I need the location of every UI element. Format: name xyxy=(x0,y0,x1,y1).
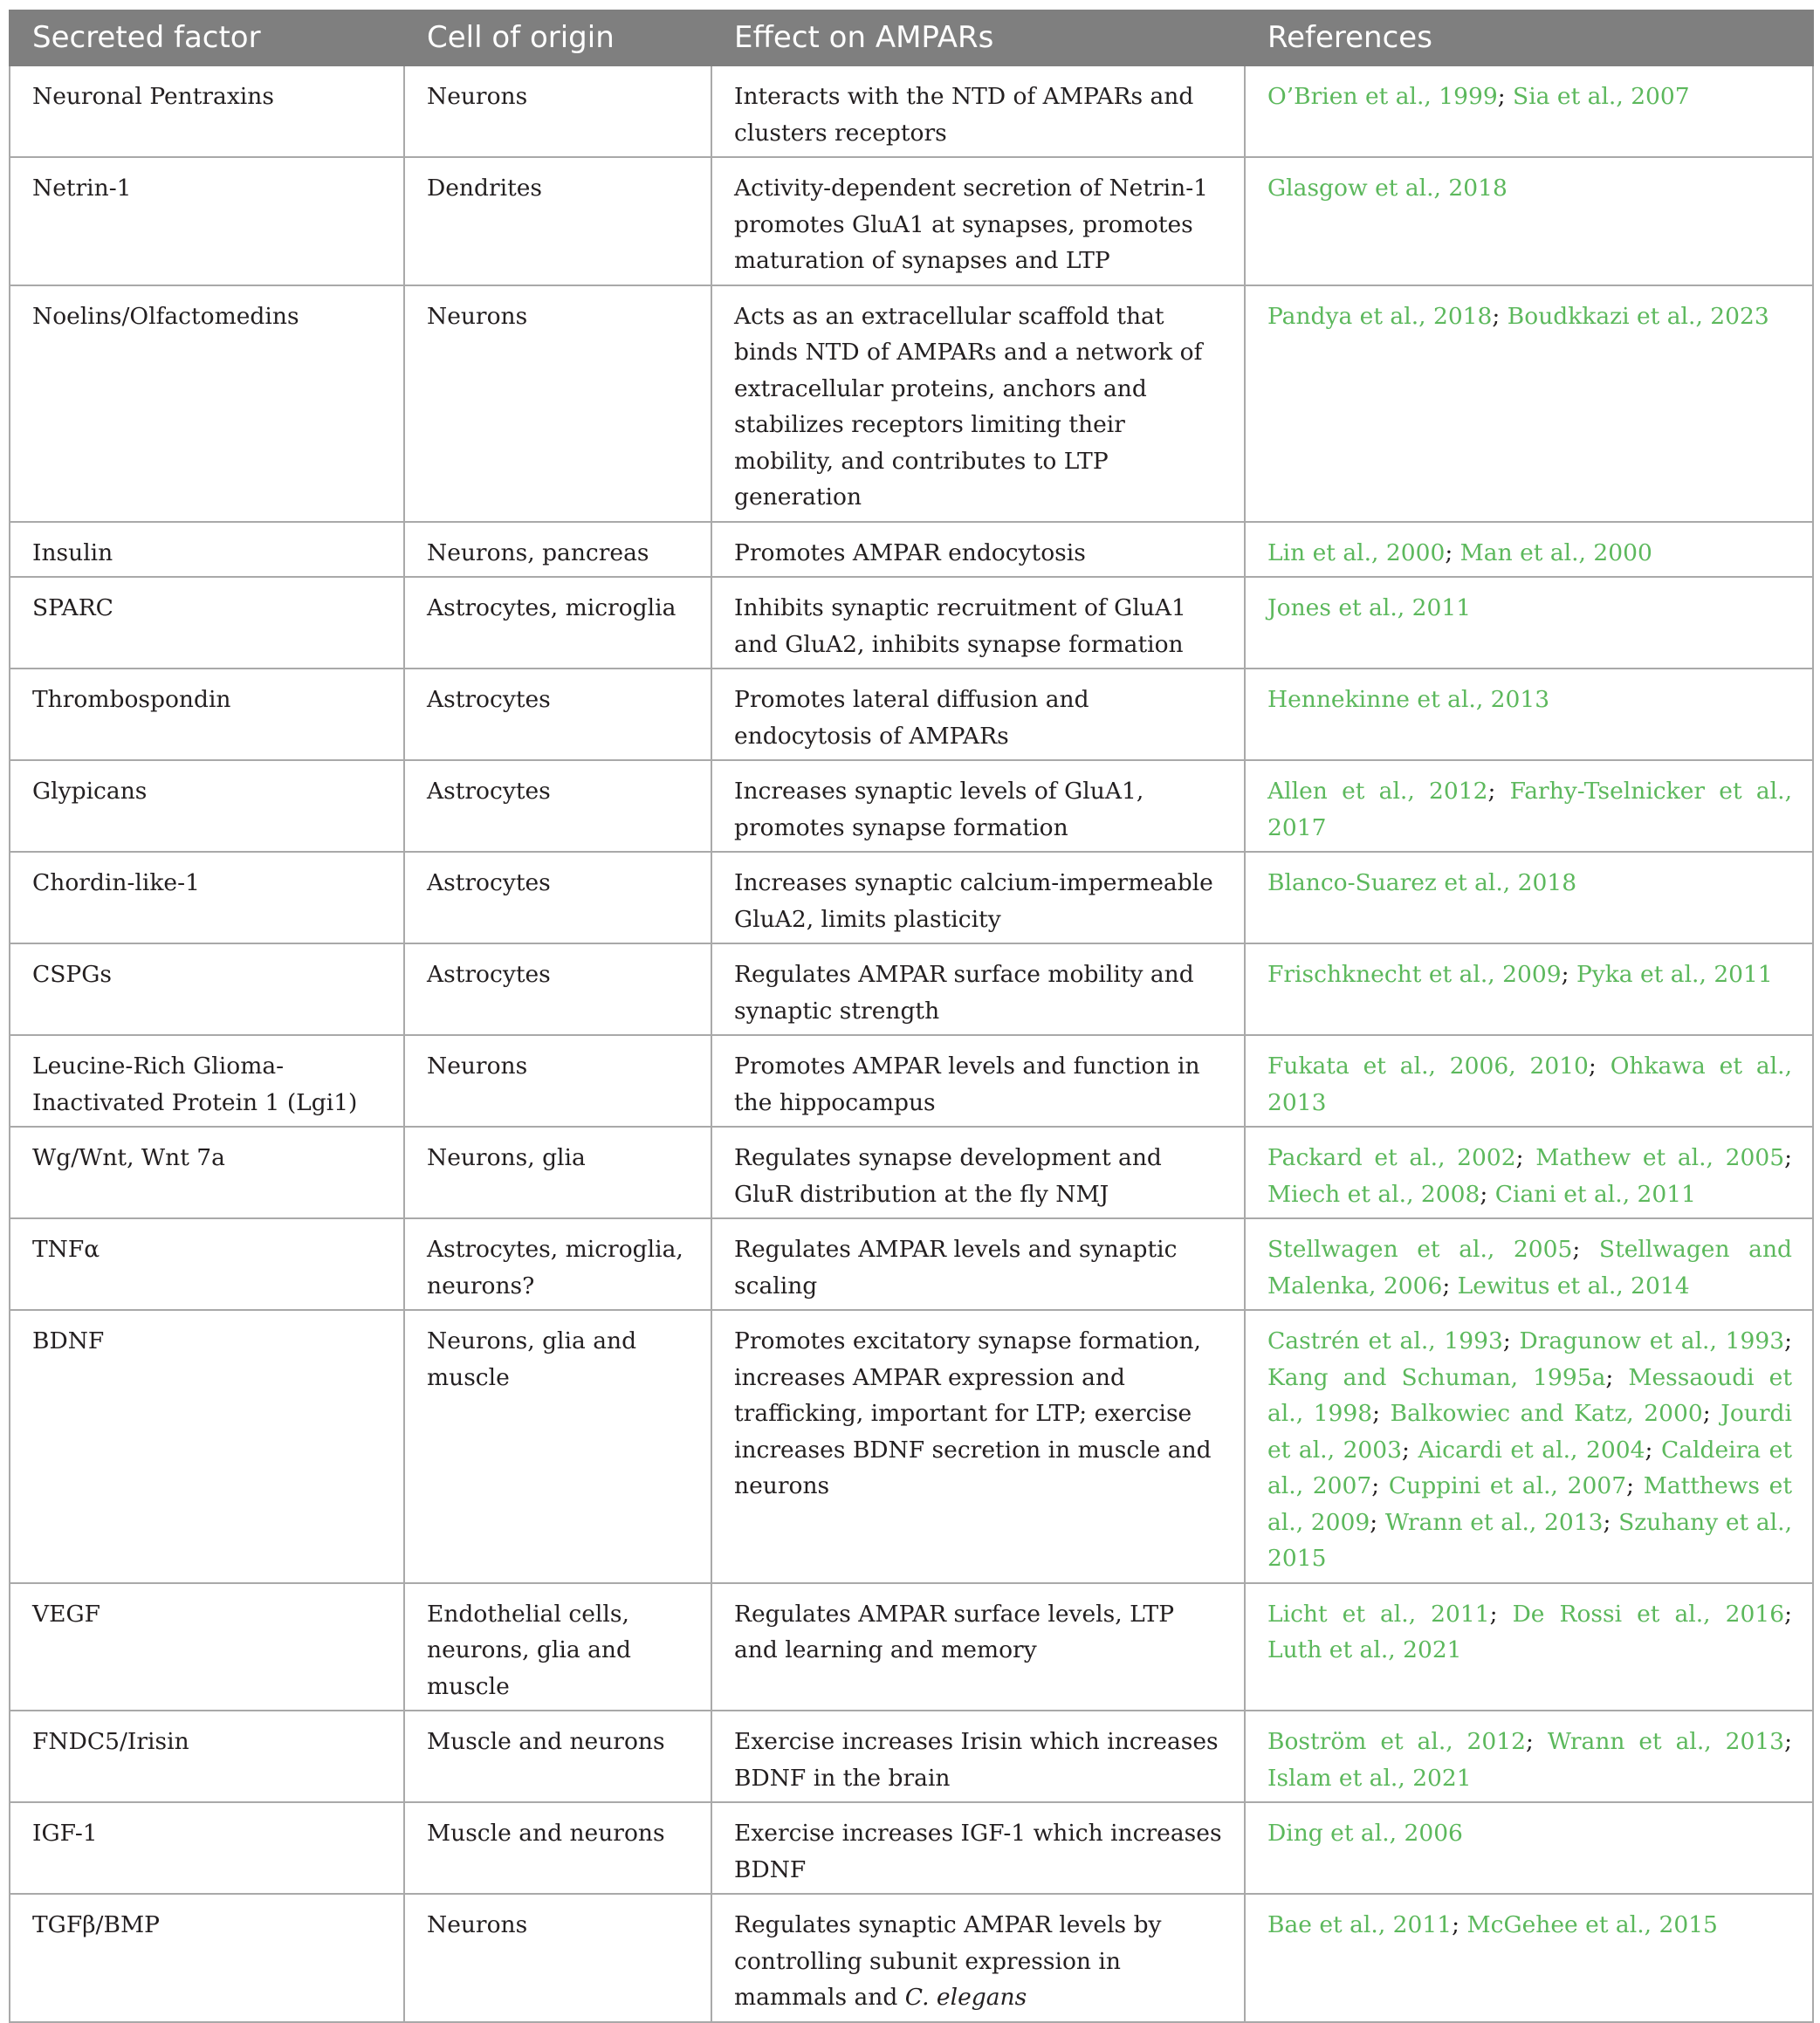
factor-cell: Glypicans xyxy=(10,760,404,852)
reference-link[interactable]: Mathew et al., 2005 xyxy=(1535,1144,1785,1171)
table-row xyxy=(10,669,1813,760)
references-cell xyxy=(1245,1894,1813,2022)
reference-separator: ; xyxy=(1480,1180,1495,1208)
reference-link[interactable]: Caldeira et al., 2007 xyxy=(1267,1436,1792,1499)
factor-cell: Thrombospondin xyxy=(10,669,404,760)
origin-cell: Neurons, glia and muscle xyxy=(404,1310,711,1583)
origin-cell: Endothelial cells, neurons, glia and muscle xyxy=(404,1583,711,1711)
origin-cell: Astrocytes, microglia, neurons? xyxy=(404,1218,711,1310)
effect-text: Regulates AMPAR surface levels, LTP and learning and memory xyxy=(734,1600,1175,1663)
reference-link[interactable]: Lewitus et al., 2014 xyxy=(1457,1272,1690,1300)
reference-link[interactable]: Islam et al., 2021 xyxy=(1267,1764,1472,1792)
effect-text: Increases synaptic levels of GluA1, promotes synapse formation xyxy=(734,778,1144,841)
reference-link[interactable]: Balkowiec and Katz, 2000 xyxy=(1390,1400,1703,1427)
reference-link[interactable]: Messaoudi et al., 1998 xyxy=(1267,1363,1793,1427)
effect-cell xyxy=(711,1310,1245,1583)
table-header xyxy=(10,10,1813,65)
origin-cell: Neurons xyxy=(404,65,711,157)
factor-cell: TGFβ/BMP xyxy=(10,1894,404,2022)
reference-separator: ; xyxy=(1561,961,1576,988)
reference-separator: ; xyxy=(1588,1053,1611,1080)
reference-link[interactable]: Miech et al., 2008 xyxy=(1267,1180,1480,1208)
factor-cell: BDNF xyxy=(10,1310,404,1583)
factor-cell: Chordin-like-1 xyxy=(10,852,404,943)
secreted-factors-table xyxy=(9,10,1814,2023)
effect-species-italic: C. elegans xyxy=(904,1984,1027,2011)
reference-link[interactable]: Kang and Schuman, 1995a xyxy=(1267,1363,1606,1391)
effect-cell xyxy=(711,1127,1245,1218)
factor-cell: Leucine-Rich Glioma-Inactivated Protein 1 (Lgi1) xyxy=(10,1035,404,1127)
reference-link[interactable]: Stellwagen and Malenka, 2006 xyxy=(1267,1236,1792,1300)
reference-separator: ; xyxy=(1784,1600,1792,1628)
reference-link[interactable]: Farhy-Tselnicker et al., 2017 xyxy=(1267,778,1792,841)
reference-separator: ; xyxy=(1526,1728,1548,1755)
reference-link[interactable]: Boudkkazi et al., 2023 xyxy=(1507,302,1769,330)
effect-text: Regulates synapse development and GluR distribution at the fly NMJ xyxy=(734,1144,1162,1208)
origin-cell: Astrocytes xyxy=(404,760,711,852)
references-cell xyxy=(1245,943,1813,1035)
reference-link[interactable]: Szuhany et al., 2015 xyxy=(1267,1508,1792,1572)
references-cell xyxy=(1245,1127,1813,1218)
table-row xyxy=(10,1127,1813,1218)
reference-link[interactable]: Hennekinne et al., 2013 xyxy=(1267,686,1550,713)
references-cell xyxy=(1245,157,1813,285)
effect-text: Promotes AMPAR levels and function in the hippocampus xyxy=(734,1053,1200,1116)
factor-cell: TNFα xyxy=(10,1218,404,1310)
effect-cell xyxy=(711,577,1245,669)
origin-cell: Neurons xyxy=(404,285,711,522)
header-secreted-factor: Secreted factor xyxy=(10,10,404,65)
reference-link[interactable]: Ding et al., 2006 xyxy=(1267,1820,1463,1847)
effect-cell xyxy=(711,943,1245,1035)
table-row xyxy=(10,1583,1813,1711)
origin-cell: Neurons, glia xyxy=(404,1127,711,1218)
effect-text: Inhibits synaptic recruitment of GluA1 and GluA2, inhibits synapse formation xyxy=(734,594,1186,658)
table-row xyxy=(10,760,1813,852)
reference-link[interactable]: Ohkawa et al., 2013 xyxy=(1267,1053,1792,1116)
reference-link[interactable]: Allen et al., 2012 xyxy=(1267,778,1488,805)
reference-link[interactable]: Jones et al., 2011 xyxy=(1267,594,1472,621)
reference-separator: ; xyxy=(1572,1236,1599,1263)
reference-separator: ; xyxy=(1626,1472,1644,1499)
reference-link[interactable]: Stellwagen et al., 2005 xyxy=(1267,1236,1573,1263)
reference-separator: ; xyxy=(1492,302,1508,330)
factor-cell: CSPGs xyxy=(10,943,404,1035)
reference-separator: ; xyxy=(1445,538,1460,566)
effect-text: Increases synaptic calcium-impermeable GluA2, limits plasticity xyxy=(734,869,1213,933)
reference-separator: ; xyxy=(1784,1327,1792,1354)
effect-cell xyxy=(711,760,1245,852)
table-row xyxy=(10,157,1813,285)
reference-separator: ; xyxy=(1370,1508,1385,1536)
table-row xyxy=(10,522,1813,578)
effect-cell xyxy=(711,1894,1245,2022)
reference-link[interactable]: Pandya et al., 2018 xyxy=(1267,302,1493,330)
origin-cell: Neurons xyxy=(404,1894,711,2022)
reference-link[interactable]: Pyka et al., 2011 xyxy=(1576,961,1773,988)
effect-cell xyxy=(711,1583,1245,1711)
reference-separator: ; xyxy=(1442,1272,1458,1300)
reference-link[interactable]: Castrén et al., 1993 xyxy=(1267,1327,1503,1354)
effect-text: Exercise increases IGF-1 which increases BDNF xyxy=(734,1820,1222,1883)
reference-separator: ; xyxy=(1489,1600,1513,1628)
references-cell xyxy=(1245,65,1813,157)
origin-cell: Astrocytes xyxy=(404,943,711,1035)
reference-separator: ; xyxy=(1372,1400,1391,1427)
factor-cell: Insulin xyxy=(10,522,404,578)
reference-link[interactable]: Frischknecht et al., 2009 xyxy=(1267,961,1562,988)
effect-text: Acts as an extracellular scaffold that binds NTD of AMPARs and a network of extracellular proteins, anchors and stabilizes receptors limiting their mobility, and contributes to LTP generation xyxy=(734,302,1203,511)
origin-cell: Astrocytes, microglia xyxy=(404,577,711,669)
reference-separator: ; xyxy=(1702,1400,1721,1427)
references-cell xyxy=(1245,1035,1813,1127)
table-row xyxy=(10,1894,1813,2022)
reference-link[interactable]: Packard et al., 2002 xyxy=(1267,1144,1516,1171)
references-cell xyxy=(1245,1802,1813,1894)
factor-cell: Noelins/Olfactomedins xyxy=(10,285,404,522)
origin-cell: Astrocytes xyxy=(404,852,711,943)
effect-cell xyxy=(711,669,1245,760)
table-row xyxy=(10,943,1813,1035)
origin-cell: Neurons xyxy=(404,1035,711,1127)
references-cell xyxy=(1245,1310,1813,1583)
reference-link[interactable]: Aicardi et al., 2004 xyxy=(1418,1436,1645,1464)
references-cell xyxy=(1245,1218,1813,1310)
effect-cell xyxy=(711,157,1245,285)
table-row xyxy=(10,65,1813,157)
reference-link[interactable]: Wrann et al., 2013 xyxy=(1384,1508,1604,1536)
header-cell-of-origin: Cell of origin xyxy=(404,10,711,65)
effect-cell xyxy=(711,1035,1245,1127)
reference-separator: ; xyxy=(1487,778,1510,805)
reference-separator: ; xyxy=(1605,1363,1629,1391)
effect-text: Regulates AMPAR levels and synaptic scaling xyxy=(734,1236,1178,1300)
reference-link[interactable]: Fukata et al., 2006, 2010 xyxy=(1267,1053,1589,1080)
factor-cell: Wg/Wnt, Wnt 7a xyxy=(10,1127,404,1218)
factor-cell: VEGF xyxy=(10,1583,404,1711)
reference-separator: ; xyxy=(1502,1327,1520,1354)
effect-text: Regulates AMPAR surface mobility and synaptic strength xyxy=(734,961,1194,1025)
effect-cell xyxy=(711,852,1245,943)
effect-text: Promotes AMPAR endocytosis xyxy=(734,538,1086,566)
header-row xyxy=(10,10,1813,65)
effect-cell xyxy=(711,522,1245,578)
reference-link[interactable]: McGehee et al., 2015 xyxy=(1466,1911,1718,1938)
header-references: References xyxy=(1245,10,1813,65)
factor-cell: FNDC5/Irisin xyxy=(10,1711,404,1802)
reference-link[interactable]: De Rossi et al., 2016 xyxy=(1512,1600,1785,1628)
reference-link[interactable]: Matthews et al., 2009 xyxy=(1267,1472,1792,1536)
reference-link[interactable]: Cuppini et al., 2007 xyxy=(1388,1472,1627,1499)
reference-link[interactable]: Glasgow et al., 2018 xyxy=(1267,175,1508,202)
reference-separator: ; xyxy=(1645,1436,1661,1464)
references-cell xyxy=(1245,669,1813,760)
reference-separator: ; xyxy=(1452,1911,1467,1938)
references-cell xyxy=(1245,285,1813,522)
reference-link[interactable]: Sia et al., 2007 xyxy=(1513,83,1690,110)
reference-link[interactable]: Blanco-Suarez et al., 2018 xyxy=(1267,869,1577,896)
origin-cell: Muscle and neurons xyxy=(404,1802,711,1894)
effect-text: Promotes lateral diffusion and endocytosis of AMPARs xyxy=(734,686,1089,750)
reference-link[interactable]: Jourdi et al., 2003 xyxy=(1267,1400,1792,1464)
origin-cell: Muscle and neurons xyxy=(404,1711,711,1802)
table-row xyxy=(10,1711,1813,1802)
reference-separator: ; xyxy=(1402,1436,1418,1464)
reference-link[interactable]: Wrann et al., 2013 xyxy=(1547,1728,1785,1755)
origin-cell: Neurons, pancreas xyxy=(404,522,711,578)
table-row xyxy=(10,1802,1813,1894)
table-row xyxy=(10,1310,1813,1583)
table-row xyxy=(10,852,1813,943)
effect-text: Interacts with the NTD of AMPARs and clusters receptors xyxy=(734,83,1194,147)
references-cell xyxy=(1245,1711,1813,1802)
effect-text: Activity-dependent secretion of Netrin-1 promotes GluA1 at synapses, promotes maturation of synapses and LTP xyxy=(734,175,1209,274)
reference-separator: ; xyxy=(1515,1144,1536,1171)
references-cell xyxy=(1245,522,1813,578)
factor-cell: Netrin-1 xyxy=(10,157,404,285)
factor-cell: SPARC xyxy=(10,577,404,669)
effect-cell xyxy=(711,285,1245,522)
table-row xyxy=(10,577,1813,669)
effect-cell xyxy=(711,1218,1245,1310)
origin-cell: Dendrites xyxy=(404,157,711,285)
reference-separator: ; xyxy=(1497,83,1514,110)
effect-cell xyxy=(711,65,1245,157)
header-effect-on-ampars: Effect on AMPARs xyxy=(711,10,1245,65)
reference-separator: ; xyxy=(1371,1472,1389,1499)
reference-link[interactable]: Lin et al., 2000 xyxy=(1267,538,1446,566)
table-row xyxy=(10,285,1813,522)
effect-cell xyxy=(711,1802,1245,1894)
references-cell xyxy=(1245,852,1813,943)
reference-link[interactable]: O’Brien et al., 1999 xyxy=(1267,83,1498,110)
table-row xyxy=(10,1035,1813,1127)
origin-cell: Astrocytes xyxy=(404,669,711,760)
effect-text: Regulates synaptic AMPAR levels by controlling subunit expression in mammals and xyxy=(734,1911,1162,2011)
effect-cell xyxy=(711,1711,1245,1802)
factor-cell: Neuronal Pentraxins xyxy=(10,65,404,157)
references-cell xyxy=(1245,577,1813,669)
effect-text: Promotes excitatory synapse formation, increases AMPAR expression and trafficking, important for LTP; exercise increases BDNF secretion in muscle and neurons xyxy=(734,1327,1212,1499)
table-body xyxy=(10,65,1813,2022)
reference-link[interactable]: Licht et al., 2011 xyxy=(1267,1600,1490,1628)
references-cell xyxy=(1245,760,1813,852)
effect-text: Exercise increases Irisin which increases BDNF in the brain xyxy=(734,1728,1219,1792)
reference-link[interactable]: Luth et al., 2021 xyxy=(1267,1636,1462,1663)
reference-link[interactable]: Ciani et al., 2011 xyxy=(1494,1180,1696,1208)
references-cell xyxy=(1245,1583,1813,1711)
reference-separator: ; xyxy=(1784,1728,1792,1755)
reference-separator: ; xyxy=(1784,1144,1792,1171)
reference-link[interactable]: Boström et al., 2012 xyxy=(1267,1728,1526,1755)
reference-link[interactable]: Bae et al., 2011 xyxy=(1267,1911,1453,1938)
reference-link[interactable]: Dragunow et al., 1993 xyxy=(1519,1327,1785,1354)
table-row xyxy=(10,1218,1813,1310)
factor-cell: IGF-1 xyxy=(10,1802,404,1894)
reference-link[interactable]: Man et al., 2000 xyxy=(1459,538,1652,566)
reference-separator: ; xyxy=(1603,1508,1619,1536)
